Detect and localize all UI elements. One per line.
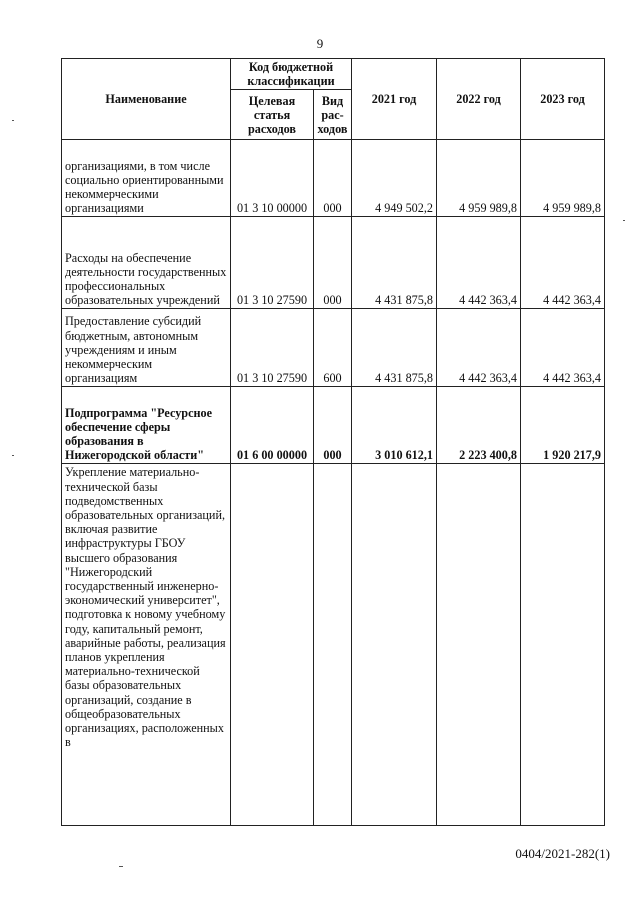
scan-speck [623, 220, 625, 221]
row-2023: 1 920 217,9 [521, 387, 605, 464]
row-2023: 4 959 989,8 [521, 140, 605, 217]
row-name: организациями, в том числе социально ориентированными некоммерческими организациями [62, 140, 231, 217]
row-name: Укрепление материально-технической базы подведомственных образовательных организаций, включая развитие инфраструктуры ГБОУ высшего образования "Нижегородский государственный инженерно-экономический университет", подготовка к новому учебному году, капитальный ремонт, аварийные работы, реализация планов укрепления материально-технической базы образовательных организаций, создание в общеобразовательных организациях, расположенных в [62, 464, 231, 826]
row-2021: 4 431 875,8 [352, 309, 437, 387]
budget-table [61, 58, 605, 826]
row-name: Предоставление субсидий бюджетным, автономным учреждениям и иным некоммерческим организациям [62, 309, 231, 387]
scan-speck [12, 120, 14, 121]
table-row [62, 464, 605, 826]
scan-speck [12, 455, 14, 456]
header-2023: 2023 год [521, 59, 605, 140]
row-2021: 4 431 875,8 [352, 217, 437, 309]
row-2023 [521, 464, 605, 826]
row-2022 [437, 464, 521, 826]
row-type: 000 [314, 217, 352, 309]
header-type: Вид рас-ходов [314, 90, 352, 140]
document-number: 0404/2021-282(1) [515, 846, 610, 861]
table-row [62, 140, 605, 217]
row-name: Подпрограмма "Ресурсное обеспечение сферы образования в Нижегородской области" [62, 387, 231, 464]
row-2021: 4 949 502,2 [352, 140, 437, 217]
row-2022: 4 442 363,4 [437, 309, 521, 387]
row-code: 01 6 00 00000 [231, 387, 314, 464]
row-code [231, 464, 314, 826]
row-2022: 2 223 400,8 [437, 387, 521, 464]
row-2021 [352, 464, 437, 826]
row-code: 01 3 10 00000 [231, 140, 314, 217]
scan-speck [119, 866, 123, 867]
row-type [314, 464, 352, 826]
header-target: Целевая статья расходов [231, 90, 314, 140]
row-2021: 3 010 612,1 [352, 387, 437, 464]
row-type: 600 [314, 309, 352, 387]
page-number: 9 [316, 36, 324, 51]
table-row [62, 217, 605, 309]
header-code-group: Код бюджетной классификации [231, 59, 352, 90]
row-type: 000 [314, 140, 352, 217]
row-2022: 4 959 989,8 [437, 140, 521, 217]
row-2022: 4 442 363,4 [437, 217, 521, 309]
row-code: 01 3 10 27590 [231, 217, 314, 309]
row-2023: 4 442 363,4 [521, 217, 605, 309]
header-2022: 2022 год [437, 59, 521, 140]
row-2023: 4 442 363,4 [521, 309, 605, 387]
table-row [62, 309, 605, 387]
row-type: 000 [314, 387, 352, 464]
row-code: 01 3 10 27590 [231, 309, 314, 387]
table-row [62, 387, 605, 464]
row-name: Расходы на обеспечение деятельности государственных профессиональных образовательных учреждений [62, 217, 231, 309]
header-name: Наименование [62, 59, 231, 140]
header-2021: 2021 год [352, 59, 437, 140]
